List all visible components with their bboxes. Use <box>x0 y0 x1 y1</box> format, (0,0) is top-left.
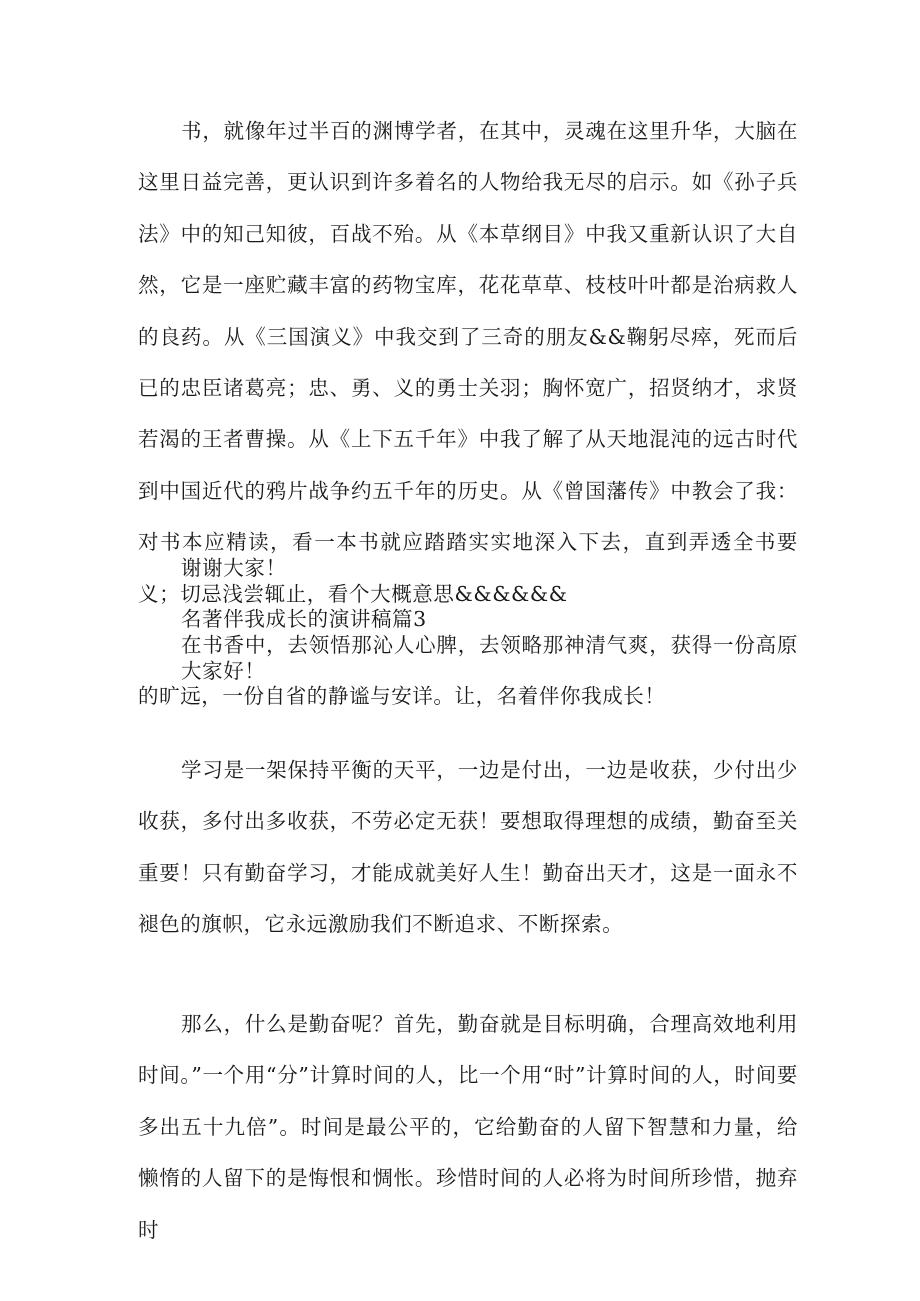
paragraph-book-fragrance: 在书香中，去领悟那沁人心脾，去领略那神清气爽，获得一份高原的旷远，一份自省的静谧与安详。让，名着伴你我成长！ <box>138 633 798 709</box>
paragraph-books-reading: 书，就像年过半百的渊博学者，在其中，灵魂在这里升华，大脑在这里日益完善，更认识到许多着名的人物给我无尽的启示。如《孙子兵法》中的知己知彼，百战不殆。从《本草纲目》中我又重新认识了大自然，它是一座贮藏丰富的药物宝库，花花草草、枝枝叶叶都是治病救人的良药。从《三国演义》中我交到了三奇的朋友&&鞠躬尽瘁，死而后已的忠臣诸葛亮；忠、勇、义的勇士关羽；胸怀宽广，招贤纳才，求贤若渴的王者曹操。从《上下五千年》中我了解了从天地混沌的远古时代到中国近代的鸦片战争约五千年的历史。从《曾国藩传》中教会了我：对书本应精读，看一本书就应踏踏实实地深入下去，直到弄透全书要义；切忌浅尝辄止，看个大概意思&&&&&& <box>138 119 798 606</box>
text-block <box>138 745 798 951</box>
text-block <box>138 999 798 1256</box>
paragraph-diligence: 那么，什么是勤奋呢？首先，勤奋就是目标明确，合理高效地利用时间。”一个用“分”计算时间的人，比一个用“时”计算时间的人，时间要多出五十九倍”。时间是最公平的，它给勤奋的人留下智慧和力量，给懒惰的人留下的是悔恨和惆怅。珍惜时间的人必将为时间所珍惜，抛弃时 <box>138 1012 798 1242</box>
paragraph-thanks: 谢谢大家！ <box>181 556 287 580</box>
text-block <box>138 543 798 697</box>
paragraph-greeting: 大家好！ <box>181 658 266 683</box>
paragraph-learning-balance: 学习是一架保持平衡的天平，一边是付出，一边是收获，少付出少收获，多付出多收获，不劳必定无获！要想取得理想的成绩，勤奋至关重要！只有勤奋学习，才能成就美好人生！勤奋出天才，这是一面永不褪色的旗帜，它永远激励我们不断追求、不断探索。 <box>138 758 798 937</box>
section-heading: 名著伴我成长的演讲稿篇3 <box>181 607 427 632</box>
